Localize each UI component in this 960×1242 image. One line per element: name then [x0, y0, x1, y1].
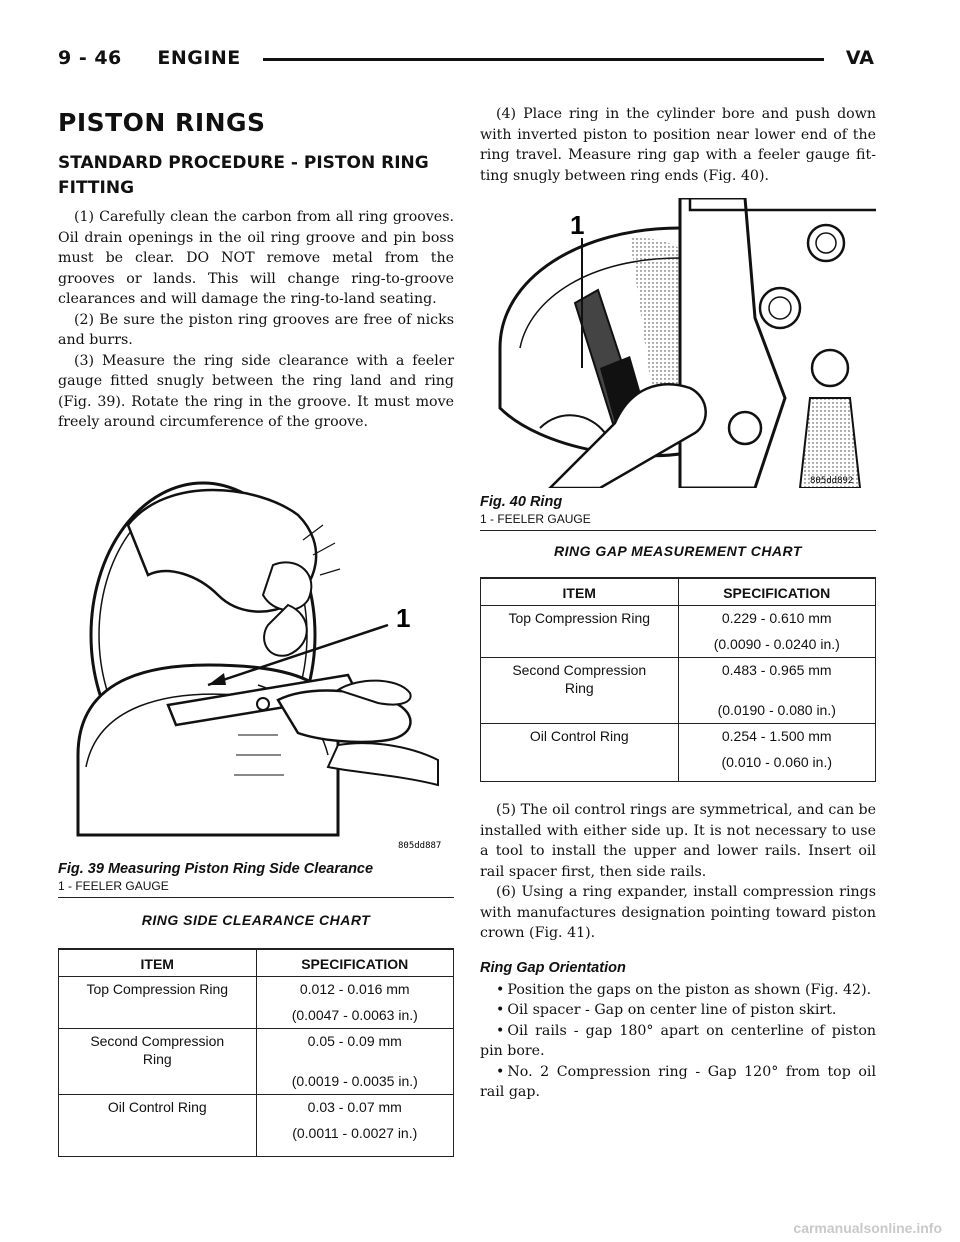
spec-in: (0.0190 - 0.080 in.) — [717, 702, 836, 718]
gap-table — [480, 577, 876, 782]
table-row — [481, 724, 876, 782]
orientation-bullet: • Oil rails - gap 180° apart on centerline of piston pin bore. — [480, 1021, 876, 1062]
spec-in: (0.0019 - 0.0035 in.) — [291, 1072, 418, 1089]
table-row — [481, 658, 876, 724]
step-4: (4) Place ring in the cylinder bore and push down with inverted piston to position near lower end of the ring travel. Measure ring gap with a feeler gauge fit-ting snugly between ring ends (Fig. 40). — [480, 106, 876, 184]
figure-39 — [58, 455, 454, 898]
table-row — [59, 1094, 454, 1156]
spec-in: (0.010 - 0.060 in.) — [721, 754, 832, 770]
orientation-bullet: • No. 2 Compression ring - Gap 120° from top oil rail gap. — [480, 1062, 876, 1103]
spec-mm: 0.012 - 0.016 mm — [299, 980, 410, 997]
spec-mm: 0.03 - 0.07 mm — [307, 1098, 402, 1115]
fig40-caption: Fig. 40 Ring — [480, 494, 563, 510]
col-header-spec: SPECIFICATION — [256, 949, 454, 977]
spec-mm: 0.254 - 1.500 mm — [721, 728, 832, 744]
page-header — [58, 45, 874, 75]
row-item: Top Compression Ring — [59, 976, 257, 1028]
row-item: Top Compression Ring — [481, 606, 679, 658]
gap-chart-title: RING GAP MEASUREMENT CHART — [554, 543, 802, 559]
col-header-item: ITEM — [59, 949, 257, 977]
fig40-code: 805dd892 — [810, 476, 854, 486]
fig40-illustration — [480, 198, 876, 488]
section-title: PISTON RINGS — [58, 108, 266, 137]
row-spec — [256, 1094, 454, 1156]
row-spec — [256, 976, 454, 1028]
fig39-code: 805dd887 — [398, 840, 442, 851]
row-spec — [678, 658, 876, 724]
fig40-legend: 1 - FEELER GAUGE — [480, 512, 591, 526]
page-number-section: 9 - 46 ENGINE — [58, 47, 241, 69]
row-item: Second Compression Ring — [59, 1028, 257, 1094]
fig39-callout: 1 — [396, 602, 411, 633]
figure-40 — [480, 198, 876, 531]
row-item: Oil Control Ring — [481, 724, 679, 782]
spec-in: (0.0011 - 0.0027 in.) — [292, 1124, 418, 1141]
side-clearance-table — [58, 948, 454, 1157]
row-spec — [678, 724, 876, 782]
step-6: (6) Using a ring expander, install compression rings with manufactures designation pointing toward piston crown (Fig. 41). — [480, 884, 876, 941]
spec-in: (0.0090 - 0.0240 in.) — [713, 636, 840, 652]
table-row — [481, 606, 876, 658]
orientation-bullet: • Oil spacer - Gap on center line of piston skirt. — [480, 1000, 876, 1021]
model-code: VA — [845, 47, 874, 69]
spec-mm: 0.05 - 0.09 mm — [307, 1032, 402, 1049]
watermark: carmanualsonline.info — [793, 1220, 942, 1236]
spec-mm: 0.483 - 0.965 mm — [721, 662, 832, 678]
col-header-item: ITEM — [481, 578, 679, 606]
row-spec — [678, 606, 876, 658]
step-3: (3) Measure the ring side clearance with a feeler gauge fitted snugly between the ring land and ring (Fig. 39). Rotate the ring in the groove. It must move freely around circumference of the groove. — [58, 352, 454, 430]
row-item: Oil Control Ring — [59, 1094, 257, 1156]
fig39-legend: 1 - FEELER GAUGE — [58, 878, 169, 893]
row-spec — [256, 1028, 454, 1094]
spec-mm: 0.229 - 0.610 mm — [721, 610, 832, 626]
row-item: Second Compression Ring — [481, 658, 679, 724]
fig40-callout: 1 — [570, 210, 585, 240]
step-1: (1) Carefully clean the carbon from all ring grooves. Oil drain openings in the oil ring groove and pin boss must be clear. DO NOT remove metal from the grooves or lands. This will change ring-to-groove clearances and will damage the ring-to-land seating. — [58, 209, 454, 307]
side-clearance-chart-title: RING SIDE CLEARANCE CHART — [141, 911, 371, 928]
header-rule — [263, 58, 824, 61]
step-5: (5) The oil control rings are symmetrical, and can be installed with either side up. It is not necessary to use a tool to install the upper and lower rails. Insert oil rail spacer first, then side rails. — [480, 802, 876, 880]
spec-in: (0.0047 - 0.0063 in.) — [291, 1006, 418, 1023]
orientation-heading: Ring Gap Orientation — [480, 959, 626, 976]
step-2: (2) Be sure the piston ring grooves are free of nicks and burrs. — [58, 311, 454, 348]
subsection-title: STANDARD PROCEDURE - PISTON RING FITTING — [58, 153, 429, 198]
left-column — [58, 100, 454, 1157]
fig39-illustration — [58, 455, 454, 855]
table-row — [59, 1028, 454, 1094]
orientation-bullet: • Position the gaps on the piston as shown (Fig. 42). — [480, 980, 876, 1001]
fig39-caption: Fig. 39 Measuring Piston Ring Side Clearance — [58, 860, 374, 877]
table-row — [59, 976, 454, 1028]
right-column — [480, 104, 876, 1103]
col-header-spec: SPECIFICATION — [678, 578, 876, 606]
